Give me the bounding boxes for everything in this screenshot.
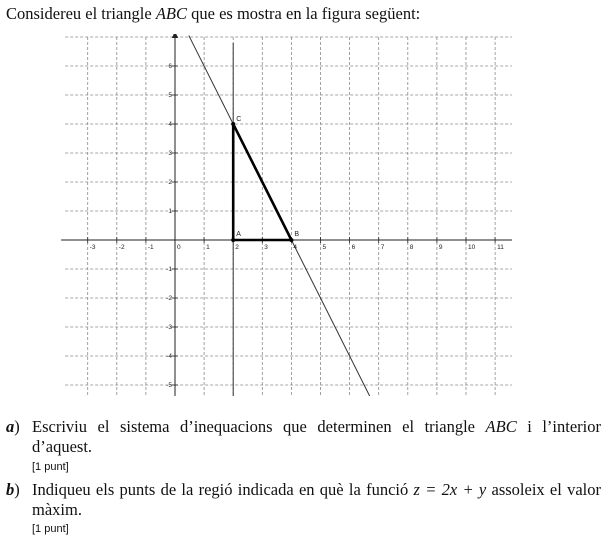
question-b-label: b) [6, 480, 20, 499]
x-tick-label: 8 [409, 244, 414, 251]
x-tick-label: 6 [351, 244, 356, 251]
x-tick-label: 9 [438, 244, 443, 251]
y-tick-label: -3 [166, 324, 172, 331]
x-tick-label: -3 [89, 244, 96, 251]
tick-labels [90, 63, 505, 389]
x-tick-label: 0 [177, 244, 181, 251]
vertex-label-c: C [236, 116, 242, 123]
intro-text [6, 4, 420, 24]
axes [61, 34, 512, 396]
x-tick-label: 7 [380, 244, 385, 251]
vertex-label-b: B [294, 231, 300, 238]
grid [65, 37, 512, 396]
question-b [6, 480, 601, 522]
y-tick-label: -1 [166, 266, 172, 273]
x-tick-label: 4 [293, 244, 298, 251]
intro-before: Considereu el triangle [6, 4, 156, 23]
x-tick-label: 10 [468, 244, 476, 251]
question-a-text: Escriviu el sistema d’inequacions que determinen el triangle ABC i l’interior d’aquest. [32, 417, 601, 456]
question-b-text: Indiqueu els punts de la regió indicada en què la funció z = 2x + y assoleix el valor màxim. [32, 480, 602, 519]
x-tick-label: -1 [147, 244, 154, 251]
question-b-points: [1 punt] [32, 523, 69, 535]
question-a-points: [1 punt] [32, 461, 69, 473]
x-tick-label: 5 [322, 244, 327, 251]
triangle-figure [52, 34, 512, 396]
y-axis-arrow [172, 34, 178, 38]
y-tick-label: 4 [168, 121, 172, 128]
y-tick-label: 3 [168, 150, 172, 157]
y-tick-label: 1 [168, 208, 172, 215]
x-tick-label: 3 [264, 244, 268, 251]
x-tick-label: 11 [497, 244, 504, 251]
y-tick-label: -5 [166, 382, 172, 389]
y-tick-label: -4 [166, 353, 172, 360]
vertex-labels [236, 116, 299, 238]
vertex-point [231, 238, 235, 242]
x-tick-label: 1 [206, 244, 210, 251]
y-tick-label: -2 [166, 295, 172, 302]
vertex-label-a: A [236, 231, 241, 238]
vertex-point [231, 122, 235, 126]
question-a [6, 417, 601, 459]
x-tick-label: 2 [235, 244, 239, 251]
y-tick-label: 5 [168, 92, 172, 99]
y-tick-label: 2 [168, 179, 172, 186]
y-tick-label: 6 [168, 63, 172, 70]
triangle-name: ABC [155, 4, 188, 23]
intro-after: que es mostra en la figura següent: [187, 4, 421, 23]
vertex-point [289, 238, 293, 242]
question-a-label: a) [6, 417, 20, 436]
x-tick-label: -2 [118, 244, 125, 251]
lines [189, 36, 372, 396]
